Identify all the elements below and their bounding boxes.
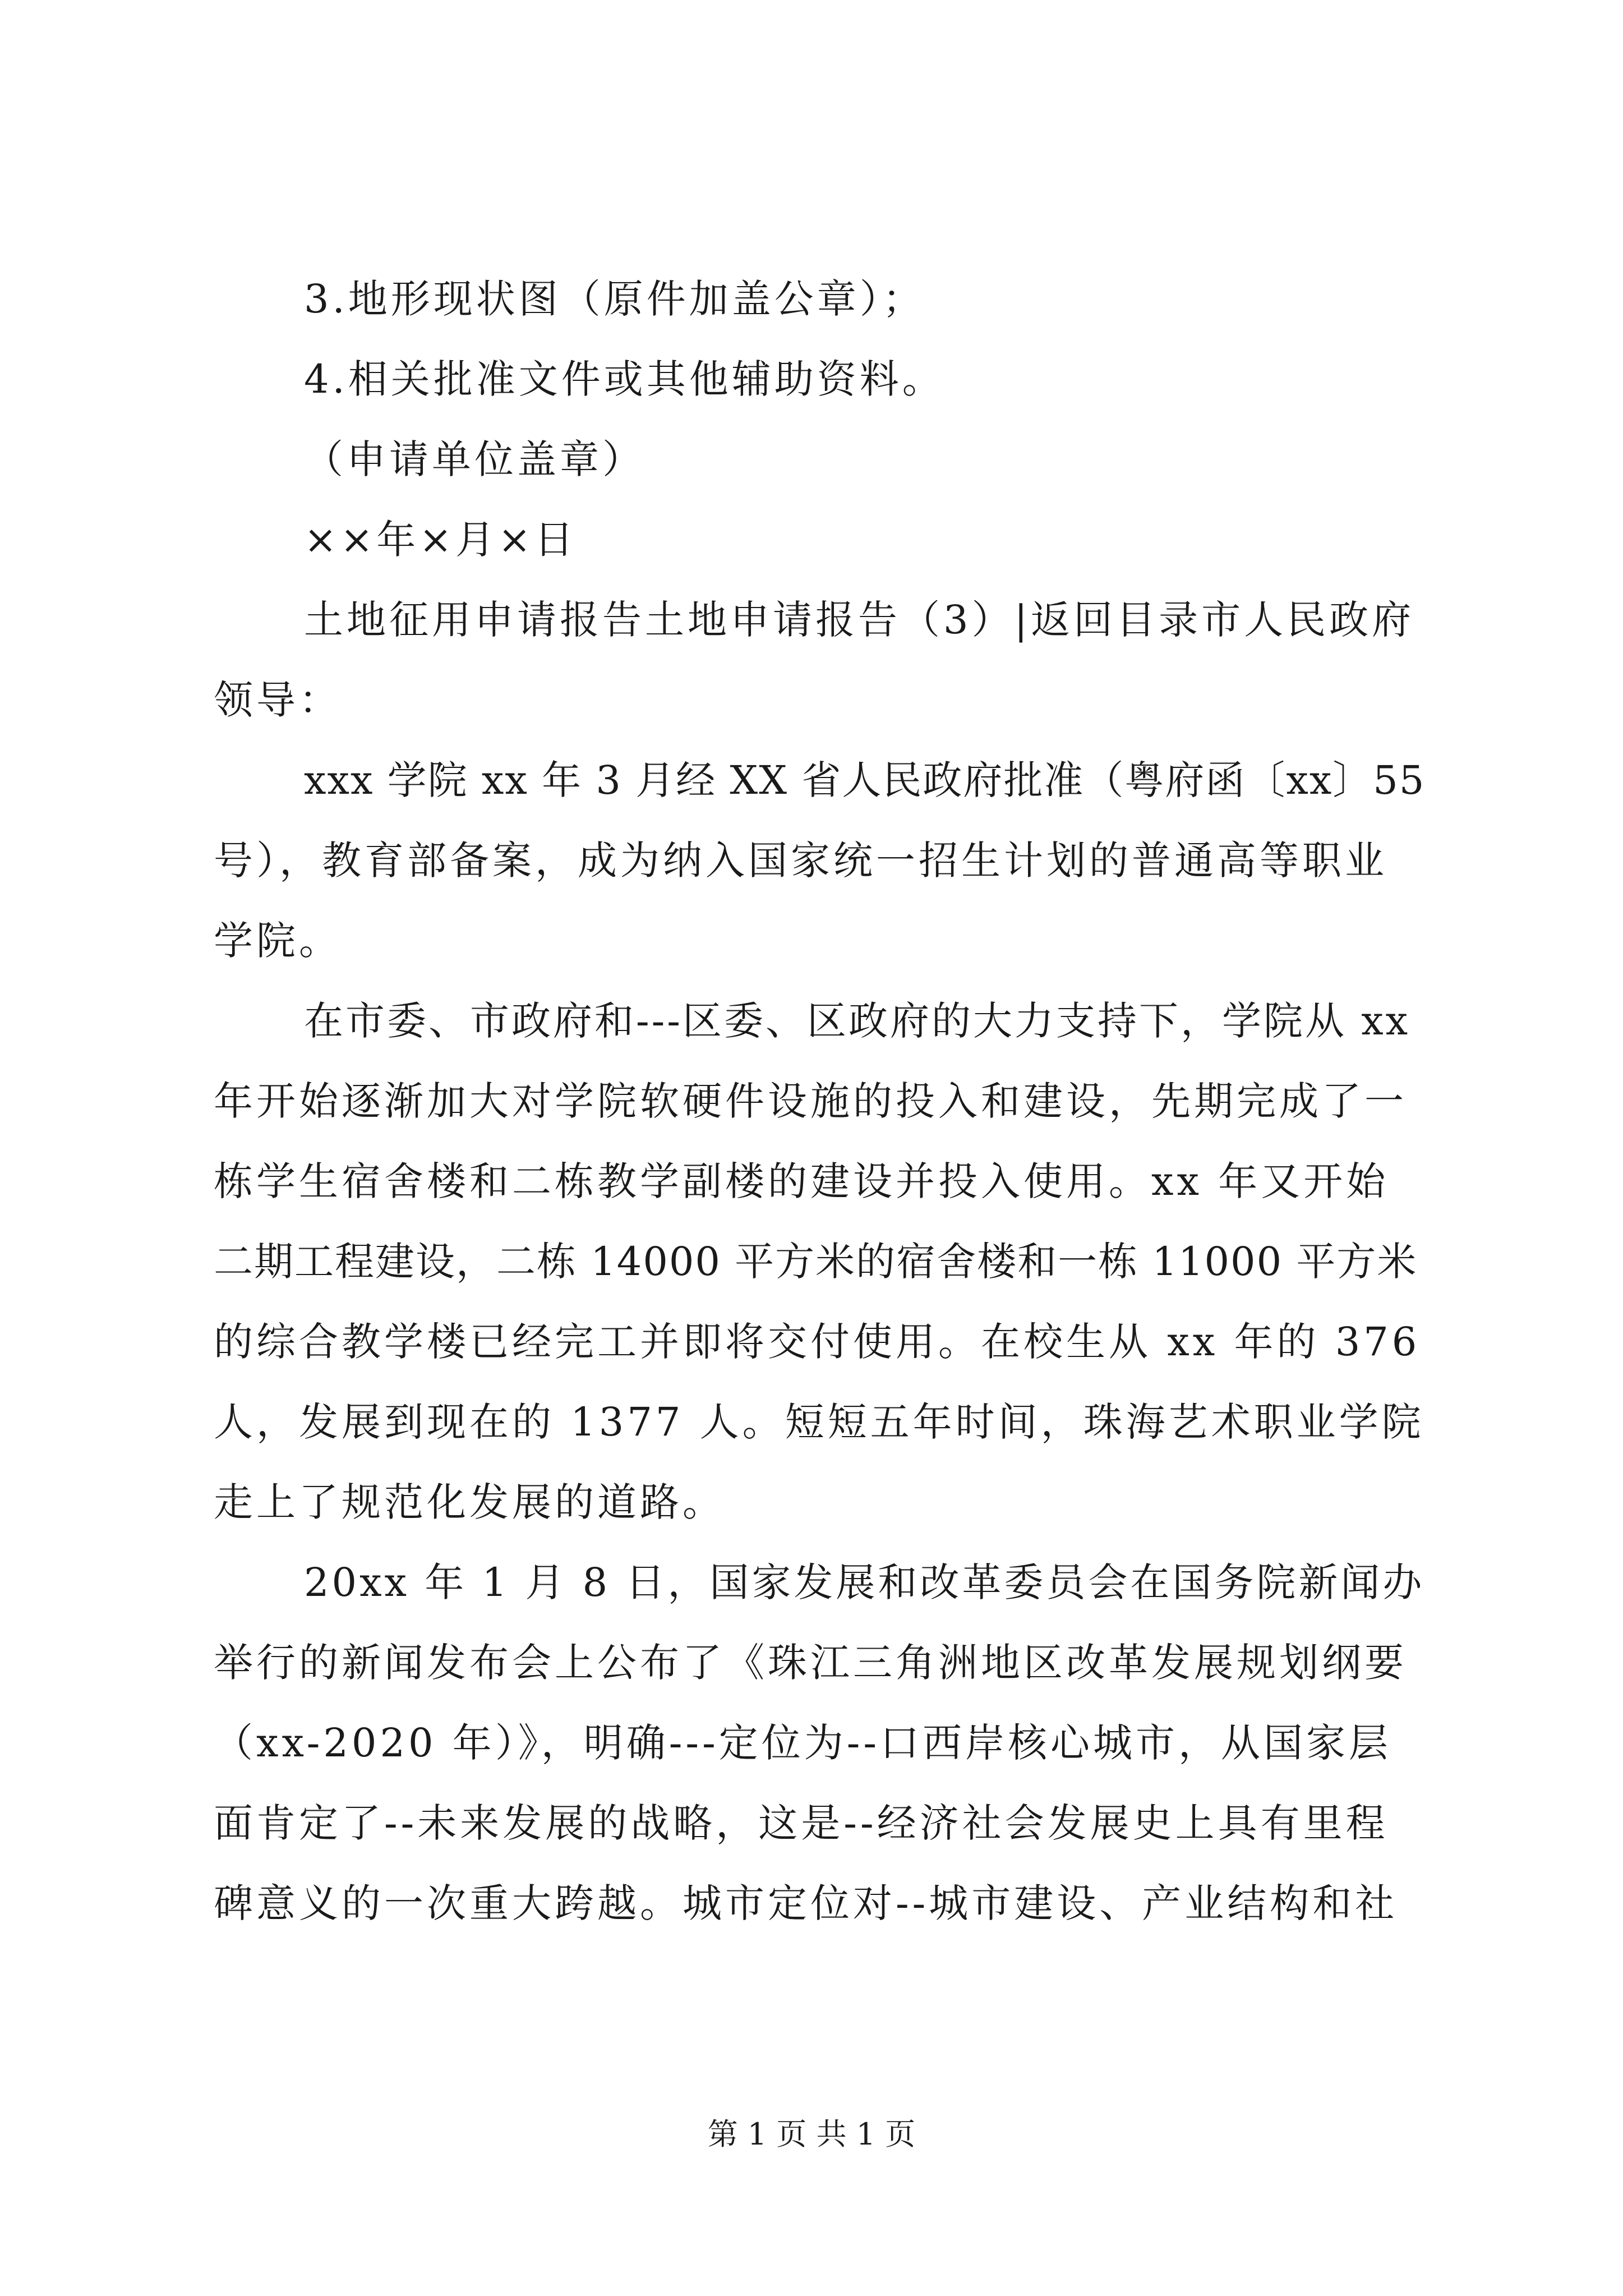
text-line: 人，发展到现在的 1377 人。短短五年时间，珠海艺术职业学院: [214, 1399, 1424, 1445]
text-line: （申请单位盖章）: [304, 436, 645, 482]
page-footer: 第 1 页 共 1 页: [707, 2116, 916, 2152]
text-line: （xx-2020 年）》，明确---定位为--口西岸核心城市，从国家层: [214, 1720, 1392, 1766]
text-line: 在市委、市政府和---区委、区政府的大力支持下，学院从 xx: [304, 998, 1410, 1044]
text-line: 栋学生宿舍楼和二栋教学副楼的建设并投入使用。xx 年又开始: [214, 1158, 1389, 1204]
text-line: 二期工程建设，二栋 14000 平方米的宿舍楼和一栋 11000 平方米: [214, 1239, 1418, 1285]
text-line: 号），教育部备案，成为纳入国家统一招生计划的普通高等职业: [214, 838, 1387, 884]
text-line: 3.地形现状图（原件加盖公章）；: [304, 276, 925, 322]
document-body: [214, 259, 1425, 1944]
text-line: 土地征用申请报告土地申请报告（3）|返回目录市人民政府: [304, 597, 1415, 643]
text-line: 碑意义的一次重大跨越。城市定位对--城市建设、产业结构和社: [214, 1880, 1398, 1926]
text-line: ××年×月×日: [304, 517, 577, 563]
text-line: 面肯定了--未来发展的战略，这是--经济社会发展史上具有里程: [214, 1800, 1389, 1846]
text-line: 4.相关批准文件或其他辅助资料。: [304, 356, 945, 402]
text-line: 走上了规范化发展的道路。: [214, 1479, 725, 1525]
text-line: xxx 学院 xx 年 3 月经 XX 省人民政府批准（粤府函〔xx〕55: [304, 757, 1426, 803]
text-line: 年开始逐渐加大对学院软硬件设施的投入和建设，先期完成了一: [214, 1078, 1407, 1124]
text-line: 的综合教学楼已经完工并即将交付使用。在校生从 xx 年的 376: [214, 1319, 1421, 1365]
text-line: 20xx 年 1 月 8 日，国家发展和改革委员会在国务院新闻办: [304, 1559, 1425, 1605]
text-line: 学院。: [214, 918, 342, 964]
text-line: 领导：: [214, 677, 342, 723]
text-line: 举行的新闻发布会上公布了《珠江三角洲地区改革发展规划纲要: [214, 1640, 1407, 1686]
